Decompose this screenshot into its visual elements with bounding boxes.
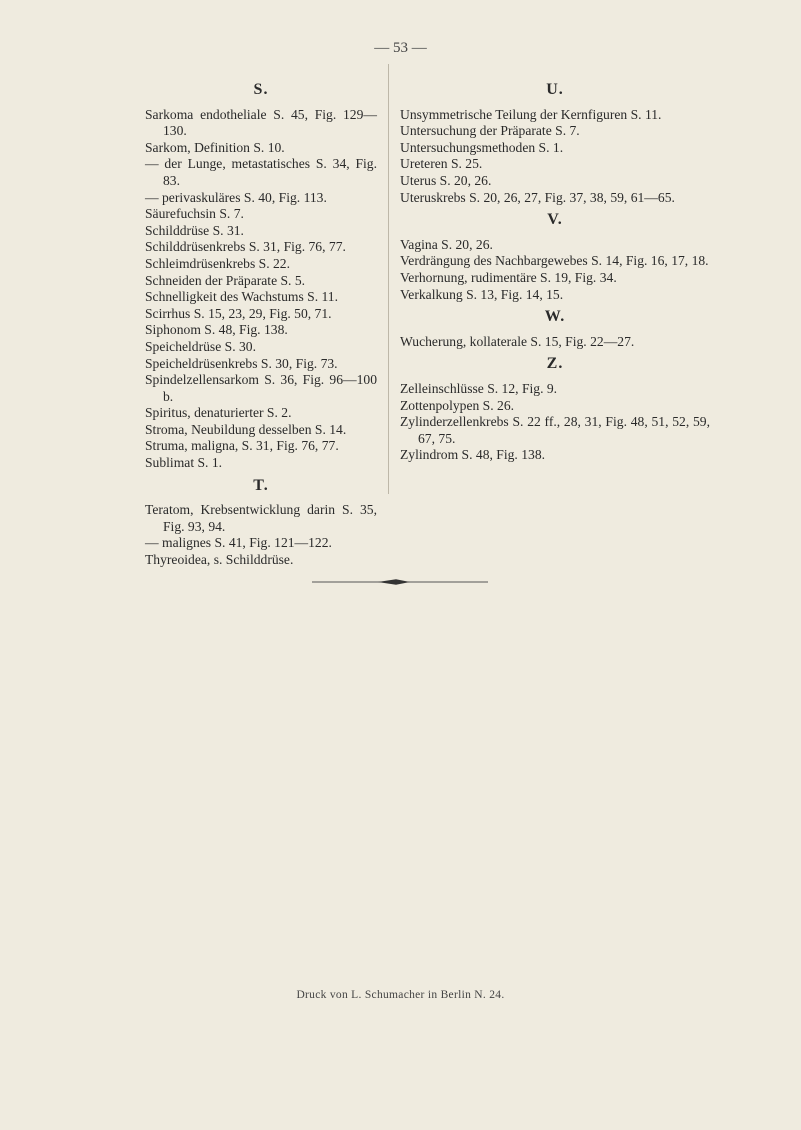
- section-letter: S.: [253, 81, 269, 98]
- index-entry: Verhornung, rudimentäre S. 19, Fig. 34.: [400, 269, 617, 285]
- index-entry: Zelleinschlüsse S. 12, Fig. 9.: [400, 380, 558, 396]
- printer-imprint: Druck von L. Schumacher in Berlin N. 24.: [296, 989, 505, 1001]
- index-entry: — der Lunge, metastatisches S. 34, Fig. 83.: [145, 156, 377, 188]
- index-entry: — perivaskuläres S. 40, Fig. 113.: [145, 189, 327, 205]
- index-entry: Schilddrüse S. 31.: [145, 222, 244, 238]
- index-entry: Uteruskrebs S. 20, 26, 27, Fig. 37, 38, 59, 61—65.: [400, 189, 675, 205]
- section-letter: V.: [547, 211, 563, 229]
- index-entry: Uterus S. 20, 26.: [400, 172, 492, 188]
- index-entry: Stroma, Neubildung desselben S. 14.: [145, 421, 347, 437]
- section-letter: T.: [253, 476, 269, 494]
- index-entry: Spindelzellensarkom S. 36, Fig. 96—100 b.: [145, 372, 377, 404]
- index-entry: Sublimat S. 1.: [145, 455, 223, 471]
- index-entry: Sarkoma endotheliale S. 45, Fig. 129—130.: [145, 106, 377, 139]
- index-column-left: [145, 82, 377, 569]
- column-divider: [388, 64, 389, 494]
- index-entry: Säurefuchsin S. 7.: [145, 206, 244, 222]
- index-entry: Siphonom S. 48, Fig. 138.: [145, 322, 288, 338]
- section-letter: U.: [546, 81, 564, 98]
- index-entry: Untersuchungsmethoden S. 1.: [400, 139, 564, 155]
- index-entry: Teratom, Krebsentwicklung darin S. 35, Fig. 93, 94.: [145, 502, 377, 534]
- index-column-right: [400, 82, 710, 464]
- index-entry: Spiritus, denaturierter S. 2.: [145, 405, 292, 421]
- ornamental-separator: [312, 578, 488, 586]
- index-entry: — malignes S. 41, Fig. 121—122.: [145, 535, 332, 551]
- index-entry: Schneiden der Präparate S. 5.: [145, 272, 306, 288]
- page-number: — 53 —: [374, 40, 427, 56]
- index-entry: Verkalkung S. 13, Fig. 14, 15.: [400, 286, 564, 302]
- index-entry: Speicheldrüse S. 30.: [145, 338, 257, 354]
- index-entry: Schilddrüsenkrebs S. 31, Fig. 76, 77.: [145, 239, 346, 255]
- index-entry: Vagina S. 20, 26.: [400, 236, 493, 252]
- index-entry: Unsymmetrische Teilung der Kernfiguren S. 11.: [400, 106, 662, 122]
- index-entry: Untersuchung der Präparate S. 7.: [400, 123, 580, 139]
- index-entry: Wucherung, kollaterale S. 15, Fig. 22—27.: [400, 333, 635, 349]
- index-entry: Thyreoidea, s. Schilddrüse.: [145, 552, 294, 568]
- index-entry: Sarkom, Definition S. 10.: [145, 139, 285, 155]
- index-entry: Schnelligkeit des Wachstums S. 11.: [145, 289, 338, 305]
- index-entry: Zottenpolypen S. 26.: [400, 397, 515, 413]
- index-entry: Zylindrom S. 48, Fig. 138.: [400, 447, 546, 463]
- index-entry: Struma, maligna, S. 31, Fig. 76, 77.: [145, 438, 339, 454]
- index-entry: Schleimdrüsenkrebs S. 22.: [145, 255, 290, 271]
- index-entry: Scirrhus S. 15, 23, 29, Fig. 50, 71.: [145, 305, 332, 321]
- index-entry: Ureteren S. 25.: [400, 156, 483, 172]
- section-letter: Z.: [546, 355, 564, 373]
- section-letter: W.: [544, 308, 566, 326]
- index-entry: Verdrängung des Nachbargewebes S. 14, Fig. 16, 17, 18.: [400, 253, 709, 269]
- index-entry: Speicheldrüsenkrebs S. 30, Fig. 73.: [145, 355, 338, 371]
- index-entry: Zylinderzellenkrebs S. 22 ff., 28, 31, Fig. 48, 51, 52, 59, 67, 75.: [400, 414, 710, 446]
